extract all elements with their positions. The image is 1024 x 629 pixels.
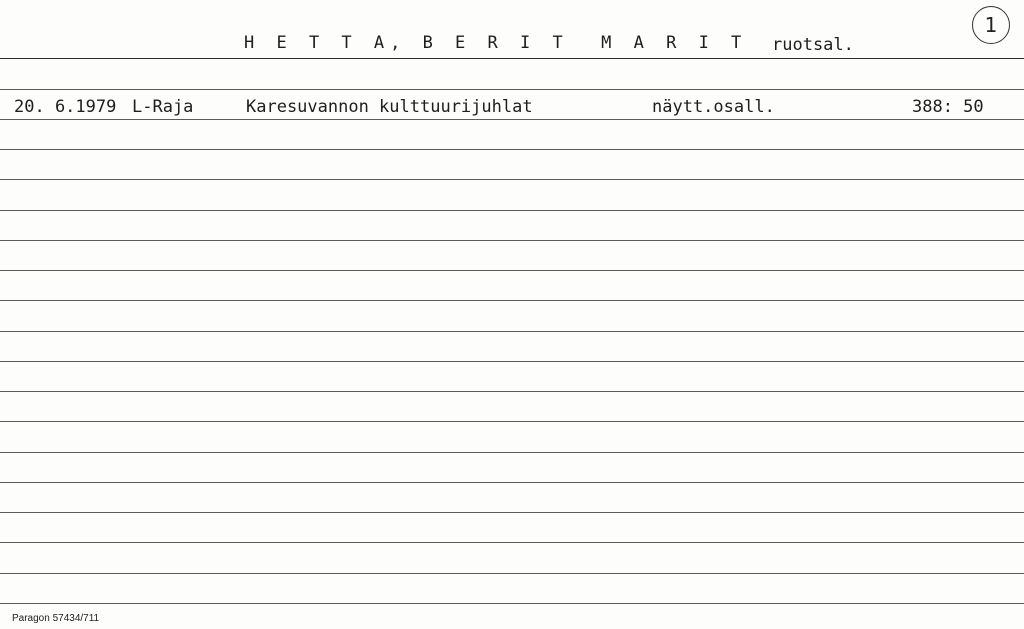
header-rule xyxy=(0,58,1024,59)
rule-line xyxy=(0,512,1024,513)
card-number-circle xyxy=(972,6,1010,44)
entry-role: näytt.osall. xyxy=(652,97,775,117)
rule-line xyxy=(0,452,1024,453)
rule-line xyxy=(0,542,1024,543)
rule-line xyxy=(0,421,1024,422)
rule-line xyxy=(0,240,1024,241)
entry-place: L-Raja xyxy=(132,97,194,117)
entry-date: 20. 6.1979 xyxy=(14,97,117,117)
rule-line xyxy=(0,179,1024,180)
rule-line xyxy=(0,270,1024,271)
rule-line xyxy=(0,300,1024,301)
person-name: H E T T A, B E R I T M A R I T xyxy=(244,33,748,53)
rule-line xyxy=(0,361,1024,362)
rule-line xyxy=(0,149,1024,150)
rule-line xyxy=(0,119,1024,120)
language-note: ruotsal. xyxy=(772,35,854,55)
rule-line xyxy=(0,603,1024,604)
card-number: 1 xyxy=(984,13,998,37)
rule-line xyxy=(0,210,1024,211)
entry-reference: 388: 50 xyxy=(912,97,984,117)
rule-line xyxy=(0,89,1024,90)
rule-line xyxy=(0,331,1024,332)
rule-line xyxy=(0,482,1024,483)
entry-event: Karesuvannon kulttuurijuhlat xyxy=(246,97,533,117)
rule-line xyxy=(0,391,1024,392)
printer-mark: Paragon 57434/711 xyxy=(12,613,100,624)
rule-line xyxy=(0,573,1024,574)
